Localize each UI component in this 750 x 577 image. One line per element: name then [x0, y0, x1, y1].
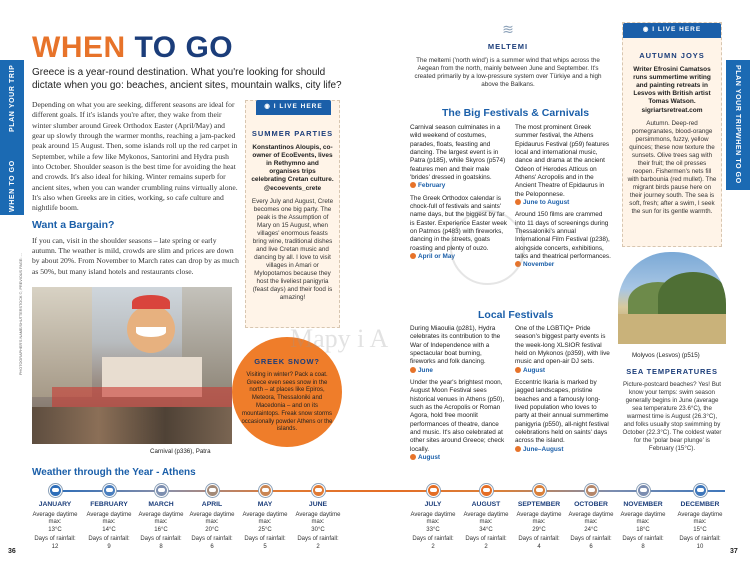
festival-item: Eccentric Ikaria is marked by jagged landscapes, pristine beaches and a famously long-lived population who loves to party at their annual summertime panigyria (p550), all-night festival celebrations held on saints' days across the island. [515, 378, 609, 445]
temp-value: 20°C [205, 526, 219, 533]
temp-value: 30°C [311, 526, 325, 533]
side-tab-label: PLAN YOUR TRIP [9, 64, 16, 132]
rain-label [461, 536, 511, 551]
rain-label-text: Days of rainfall: [191, 536, 233, 543]
temp-label-text: Average daytime max: [242, 511, 288, 526]
temp-value: 14°C [102, 526, 116, 533]
calendar-icon [410, 182, 416, 188]
badge-text: June–August [523, 445, 564, 453]
rain-value: 2 [431, 543, 435, 550]
rain-label-text: Days of rainfall: [679, 536, 721, 543]
badge-label: I LIVE HERE [273, 103, 323, 110]
side-tab-label: WHEN TO GO [734, 132, 741, 184]
autumn-joys-title: AUTUMN JOYS [639, 51, 705, 60]
rain-label-text: Days of rainfall: [518, 536, 560, 543]
autumn-joys-box [622, 22, 722, 247]
title-part-when: WHEN [32, 31, 135, 64]
badge-text: November [523, 261, 555, 269]
temp-label-text: Average daytime max: [516, 511, 562, 526]
sea-temps-title: SEA TEMPERATURES [626, 367, 718, 376]
rain-value: 8 [159, 543, 163, 550]
temp-label [618, 512, 668, 535]
calendar-icon [515, 199, 521, 205]
weather-heading: Weather through the Year - Athens [32, 467, 196, 478]
weather-icon [49, 484, 62, 497]
month-badge [515, 199, 569, 207]
carnival-photo [32, 287, 232, 444]
month-badge [515, 446, 563, 454]
temp-label [30, 512, 80, 535]
weather-icon [637, 484, 650, 497]
weather-month [514, 484, 564, 551]
temp-label [136, 512, 186, 535]
rain-label [293, 536, 343, 551]
month-name: SEPTEMBER [517, 501, 561, 508]
temp-label-text: Average daytime max: [86, 511, 132, 526]
bargain-section [32, 219, 239, 277]
autumn-joys-bio: Writer Efrosini Camatsos runs summertime writing and painting retreats in Lesvos with British artist Tomas Watson. sigriartsretreat.com [633, 65, 711, 114]
local-festivals-col2 [515, 325, 611, 454]
temp-value: 33°C [426, 526, 440, 533]
month-badge [410, 253, 455, 261]
side-tab-label: WHEN TO GO [9, 160, 16, 212]
weather-month [566, 484, 616, 551]
calendar-icon [515, 446, 521, 452]
rain-label-text: Days of rainfall: [88, 536, 130, 543]
month-name: JULY [424, 501, 442, 508]
rain-value: 10 [696, 543, 704, 550]
month-name: MAY [257, 501, 273, 508]
temp-label [675, 512, 725, 535]
rain-value: 2 [484, 543, 488, 550]
month-name: NOVEMBER [623, 501, 663, 508]
temp-label-text: Average daytime max: [677, 511, 723, 526]
temp-label-text: Average daytime max: [620, 511, 666, 526]
weather-icon [585, 484, 598, 497]
badge-text: June [418, 366, 433, 374]
month-name: DECEMBER [680, 501, 720, 508]
festival-item: During Miaoulia (p281), Hydra celebrates its contribution to the War of Independence with a spectacular boat burning, fireworks and folk dancing. [410, 325, 501, 366]
rain-label-text: Days of rainfall: [622, 536, 664, 543]
photo-credit: PHOTOGRAPHER'S NAME/SHUTTERSTOCK ©, PREVIOUS PAGE: ... [19, 253, 23, 375]
rain-label-text: Days of rainfall: [570, 536, 612, 543]
badge-text: April or May [418, 252, 455, 260]
temp-value: 13°C [48, 526, 62, 533]
summer-parties-body: Every July and August, Crete becomes one big party. The peak is the Assumption of Mary on 15 August, when villages' enormous feasts bring wine, traditional dishes and live Cretan music and dancing by all. I love to visit villages in Amari or Mylopotamos because they host the liveliest panigyria (feast days) and their food is amazing! [251, 197, 334, 302]
temp-label [240, 512, 290, 535]
rain-label [514, 536, 564, 551]
rain-value: 8 [641, 543, 645, 550]
month-name: JUNE [308, 501, 328, 508]
bargain-heading: Want a Bargain? [32, 219, 115, 231]
rain-label-text: Days of rainfall: [140, 536, 182, 543]
weather-icon [694, 484, 707, 497]
month-badge [410, 182, 445, 190]
big-festivals-col2 [515, 124, 611, 270]
summer-parties-title: SUMMER PARTIES [251, 129, 334, 138]
pin-icon: ◉ [642, 26, 650, 33]
rain-value: 2 [316, 543, 320, 550]
festival-item: Under the year's brightest moon, August Moon Festival sees historical venues in Athens (p50), such as the Acropolis or Roman Agora, hold free moonlit performances of theatre, dance and music. It's also celebrated at other sites around Greece; check locally. [410, 378, 505, 453]
side-tab-right [726, 60, 750, 190]
badge-text: February [418, 182, 446, 190]
temp-value: 15°C [693, 526, 707, 533]
bargain-body: If you can, visit in the shoulder seasons – late spring or early autumn. The weather is mild, crowds are slim and prices are down by about 20%. From November to March rates can drop by as much as 50%, but many island hotels and restaurants close. [32, 235, 239, 276]
month-name: MARCH [148, 501, 174, 508]
rain-label [675, 536, 725, 551]
carnival-caption: Carnival (p336), Patra [150, 448, 211, 455]
badge-label: I LIVE HERE [652, 26, 702, 33]
month-name: FEBRUARY [90, 501, 128, 508]
rain-value: 12 [51, 543, 59, 550]
temp-label-text: Average daytime max: [295, 511, 341, 526]
month-badge [515, 367, 545, 375]
temp-value: 34°C [479, 526, 493, 533]
temp-label-text: Average daytime max: [138, 511, 184, 526]
weather-month [675, 484, 725, 551]
month-name: APRIL [201, 501, 223, 508]
temp-label-text: Average daytime max: [568, 511, 614, 526]
weather-icon [259, 484, 272, 497]
rain-label [187, 536, 237, 551]
month-badge [410, 454, 440, 462]
month-badge [410, 367, 433, 375]
watermark-globe-icon [450, 210, 525, 285]
pin-icon: ◉ [264, 103, 271, 110]
temp-label [408, 512, 458, 535]
weather-month [618, 484, 668, 551]
badge-text: August [523, 366, 546, 374]
rain-label-text: Days of rainfall: [34, 536, 76, 543]
rain-value: 6 [210, 543, 214, 550]
weather-icon [533, 484, 546, 497]
temp-value: 25°C [258, 526, 272, 533]
calendar-icon [410, 454, 416, 460]
greek-snow-title: GREEK SNOW? [254, 357, 320, 366]
weather-icon [480, 484, 493, 497]
rain-label-text: Days of rainfall: [244, 536, 286, 543]
festival-item: The Greek Orthodox calendar is chock-full of festivals and saints' name days, but the biggest by far is Easter. Experience Easter week on Patmos (p483) with fireworks, dancing in the streets, goats roasting and plenty of ouzo. [410, 194, 507, 252]
temp-label [84, 512, 134, 535]
molyvos-photo [618, 252, 726, 344]
festival-item: Around 150 films are crammed into 11 days of screenings during Thessaloniki's annual International Film Festival (p238), alongside concerts, exhibitions, talks and theatrical performances. [515, 211, 611, 260]
temp-label-text: Average daytime max: [410, 511, 456, 526]
calendar-icon [515, 367, 521, 373]
festival-item: One of the LGBTIQ+ Pride season's biggest party events is the week-long XLSIOR festival held on Mykonos (p359), with live music and open-air DJ sets. [515, 325, 610, 366]
watermark-text: Mapy i A [290, 324, 389, 353]
wind-icon: ≋ [502, 21, 514, 37]
rain-label [240, 536, 290, 551]
big-festivals-heading: The Big Festivals & Carnivals [442, 107, 590, 119]
festival-item: The most prominent Greek summer festival, the Athens Epidaurus Festival (p59) features local and international music, dance and drama at the ancient Odeon of Herodes Atticus on Athens' Acropolis and in the Ancient Theatre of Epidaurus in the Peloponnese. [515, 124, 610, 198]
page-number-right: 37 [730, 548, 738, 555]
rain-label [30, 536, 80, 551]
meltemi-section [410, 22, 606, 90]
temp-label [566, 512, 616, 535]
sea-temps-section [622, 367, 722, 453]
temp-value: 16°C [154, 526, 168, 533]
festival-item: Carnival season culminates in a wild weekend of costumes, parades, floats, feasting and dancing. The largest event is in Patra (p185), while Skyros (p574) features men and their male 'brides' dressed in goatskins. [410, 124, 506, 181]
badge-text: August [418, 453, 441, 461]
calendar-icon [410, 253, 416, 259]
page-number-left: 36 [8, 548, 16, 555]
badge-text: June to August [523, 198, 570, 206]
temp-label [293, 512, 343, 535]
rain-label [618, 536, 668, 551]
weather-month [240, 484, 290, 551]
temp-label-text: Average daytime max: [189, 511, 235, 526]
weather-month [84, 484, 134, 551]
sea-temps-body: Picture-postcard beaches? Yes! But know your temps: swim season generally begins in June (average sea temperature 23.6°C), the warmest time is August (26.3°C), and folks usually stop swimming by October (22.3°C). The coldest water for the 'polar bear plunge' is February (15°C). [622, 380, 722, 453]
local-festivals-heading: Local Festivals [478, 309, 554, 321]
rain-value: 6 [589, 543, 593, 550]
weather-icon [312, 484, 325, 497]
temp-label-text: Average daytime max: [463, 511, 509, 526]
summer-parties-box [245, 100, 340, 328]
rain-value: 4 [537, 543, 541, 550]
rain-label [408, 536, 458, 551]
i-live-here-badge [256, 100, 331, 115]
weather-month [30, 484, 80, 551]
local-festivals-col1 [410, 325, 508, 462]
rain-label [136, 536, 186, 551]
summer-parties-bio: Konstantinos Aloupis, co-owner of EcoEvents, lives in Rethymno and organises trips celebrating Cretan culture. @ecoevents_crete [251, 143, 334, 192]
temp-label [514, 512, 564, 535]
month-name: JANUARY [38, 501, 72, 508]
month-name: OCTOBER [574, 501, 608, 508]
weather-month [461, 484, 511, 551]
rain-label [84, 536, 134, 551]
temp-label [461, 512, 511, 535]
weather-icon [427, 484, 440, 497]
rain-label-text: Days of rainfall: [465, 536, 507, 543]
temp-label [187, 512, 237, 535]
weather-month [136, 484, 186, 551]
page-title [32, 28, 233, 68]
temp-value: 18°C [636, 526, 650, 533]
side-tab-left [0, 60, 24, 215]
meltemi-body: The meltemi ('north wind') is a summer wind that whips across the Aegean from the north, mainly between June and September. It's created primarily by a low-pressure system over Türkiye and a high above the Balkans. [414, 56, 602, 89]
intro-body: Depending on what you are seeking, different seasons are ideal for different goals. If it's islands you're after, they wake from their winter slumber around Greek Orthodox Easter (April/May) and gear up slowly through the warmer months, reaching a jam-packed peak around 15 August. Then, some islands roll up the red carpet in September, while a few like Mykonos, Santorini and Hydra push into October. Shoulder season is the best time for avoiding the heat and crowds. It's also ideal for hiking. Winter remains superb for ancient sites, when you can wander crumbling ruins virtually alone. It's also when Greeks are in cities, working, so cafe culture and nightlife boom. [32, 100, 238, 213]
weather-month [187, 484, 237, 551]
side-tab-label: PLAN YOUR TRIP [734, 65, 741, 133]
i-live-here-badge [623, 23, 721, 38]
month-name: AUGUST [471, 501, 501, 508]
weather-month [408, 484, 458, 551]
rain-value: 5 [263, 543, 267, 550]
weather-icon [103, 484, 116, 497]
temp-label-text: Average daytime max: [32, 511, 78, 526]
rain-label-text: Days of rainfall: [297, 536, 339, 543]
rain-label-text: Days of rainfall: [412, 536, 454, 543]
rain-value: 9 [107, 543, 111, 550]
calendar-icon [410, 367, 416, 373]
greek-snow-body: Visiting in winter? Pack a coat. Greece even sees snow in the north – at places like Epiros, Meteora, Thessaloniki and Macedonia – and on its mountaintops. Freak snow storms occasionally powder Athens or the islands. [241, 371, 333, 433]
weather-month [293, 484, 343, 551]
molyvos-caption: Molyvos (Lesvos) (p515) [632, 352, 700, 359]
temp-value: 24°C [584, 526, 598, 533]
intro-text: Greece is a year-round destination. What you're looking for should dictate when you go: beaches, ancient sites, mountain walks, city life? [32, 67, 342, 92]
weather-icon [155, 484, 168, 497]
autumn-joys-body: Autumn. Deep-red pomegranates, blood-orange persimmons, fuzzy, yellow quinces; these now texture the sunsets. Olive trees sag with their fruit; the oil presses reopen. Fishermen's nets fill with barbounia (red mullet). The migrant birds pause here on their journey south. The sea is soft, fresh; after a swim, I seek the sun for its gentle warmth. [627, 119, 717, 216]
meltemi-title: MELTEMI [487, 42, 529, 51]
temp-value: 29°C [532, 526, 546, 533]
rain-label [566, 536, 616, 551]
weather-icon [206, 484, 219, 497]
title-part-to-go: TO GO [134, 31, 234, 64]
